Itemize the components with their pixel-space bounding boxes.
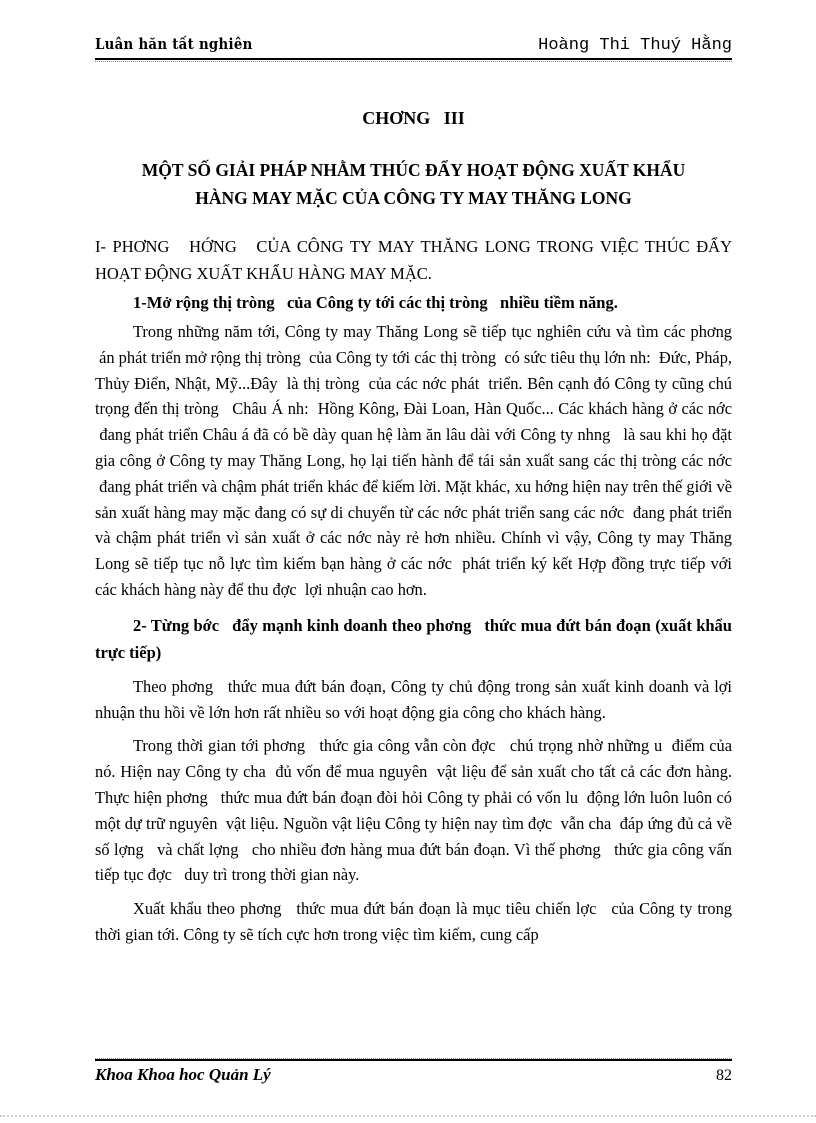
chapter-heading: CHƠNG III (362, 108, 465, 128)
paragraph-4: Xuất khẩu theo phơng thức mua đứt bán đoạn là mục tiêu chiến lợc của Công ty trong thời gian tới. Công ty sẽ tích cực hơn trong việc tìm kiếm, cung cấp (95, 899, 732, 944)
document-title-line2: HÀNG MAY MẶC CỦA CÔNG TY MAY THĂNG LONG (195, 188, 632, 208)
page-boundary-dotted-line (0, 1115, 816, 1117)
paragraph-3: Trong thời gian tới phơng thức gia công vẫn còn đợc chú trọng nhờ những u điểm của nó. Hiện nay Công ty cha đủ vốn để mua nguyên vật liệu để sản xuất cho tất cả các đơn hàng. Thực hiện phơng thức mua đứt bán đoạn đòi hỏi Công ty phải có vốn lu động lớn luôn luôn có một dự trữ nguyên vật liệu. Nguồn vật liệu Công ty hiện nay tìm đợc vẫn cha đáp ứng đủ cả về số lợng và chất lợng cho nhiều đơn hàng mua đứt bán đoạn. Vì thế phơng thức gia công vấn tiếp tục đợc duy trì trong thời gian này. (95, 736, 732, 885)
footer-faculty-text: Khoa Khoa hoc Quản Lý (95, 1065, 271, 1084)
page-footer (95, 1058, 732, 1085)
section-1-heading: I- PHƠNG HỚNG CỦA CÔNG TY MAY THĂNG LONG TRONG VIỆC THÚC ĐẨY HOẠT ĐỘNG XUẤT KHẨU HÀNG MAY MẶC. (95, 237, 732, 283)
footer-row (95, 1061, 732, 1085)
page-content (95, 36, 732, 948)
header-right-text: Hoàng Thi Thuý Hằng (538, 36, 732, 55)
page-number: 82 (716, 1067, 732, 1084)
header-rule-dotted (95, 61, 732, 62)
paragraph-1: Trong những năm tới, Công ty may Thăng Long sẽ tiếp tục nghiên cứu và tìm các phơng án phát triển mở rộng thị tròng của Công ty tới các thị tròng có sức tiêu thụ lớn nh: Đức, Pháp, Thủy Điển, Nhật, Mỹ...Đây là thị tròng của các nớc phát triển. Bên cạnh đó Công ty cũng chú trọng đến thị tròng Châu Á nh: Hồng Kông, Đài Loan, Hàn Quốc... Các khách hàng ở các nớc đang phát triển Châu á đã có bề dày quan hệ làm ăn lâu dài với Công ty nhng là sau khi họ đặt gia công ở Công ty may Thăng Long, họ lại tiến hành để tái sản xuất sang các thị tròng các nớc đang phát triển và chậm phát triển khác để kiếm lời. Mặt khác, xu hớng hiện nay trên thế giới về sản xuất hàng may mặc đang có sự di chuyển từ các nớc phát triển sang các nớc đang phát triển và chậm phát triển vì sản xuất ở các nớc này rẻ hơn nhiều. Chính vì vậy, Công ty may Thăng Long sẽ tiếp tục nỗ lực tìm kiếm bạn hàng ở các nớc phát triển ký kết Hợp đồng trực tiếp với các khách hàng này để thu đợc lợi nhuận cao hơn. (95, 322, 732, 599)
paragraph-2: Theo phơng thức mua đứt bán đoạn, Công ty chủ động trong sản xuất kinh doanh và lợi nhuận thu hồi về lớn hơn rất nhiều so với hoạt động gia công cho khách hàng. (95, 676, 732, 722)
header-left-text: Luân hăn tất nghiên (95, 36, 253, 53)
document-title (95, 156, 732, 212)
document-title-line1: MỘT SỐ GIẢI PHÁP NHẰM THÚC ĐẨY HOẠT ĐỘNG XUẤT KHẨU (141, 160, 686, 180)
page-header (95, 36, 732, 55)
subsection-1-heading: 1-Mở rộng thị tròng của Công ty tới các thị tròng nhiều tiềm năng. (133, 293, 618, 312)
header-rule-solid (95, 58, 732, 60)
subsection-2-heading: 2- Từng bớc đẩy mạnh kinh doanh theo phơng thức mua đứt bán đoạn (xuất khẩu trực tiếp) (95, 615, 732, 662)
